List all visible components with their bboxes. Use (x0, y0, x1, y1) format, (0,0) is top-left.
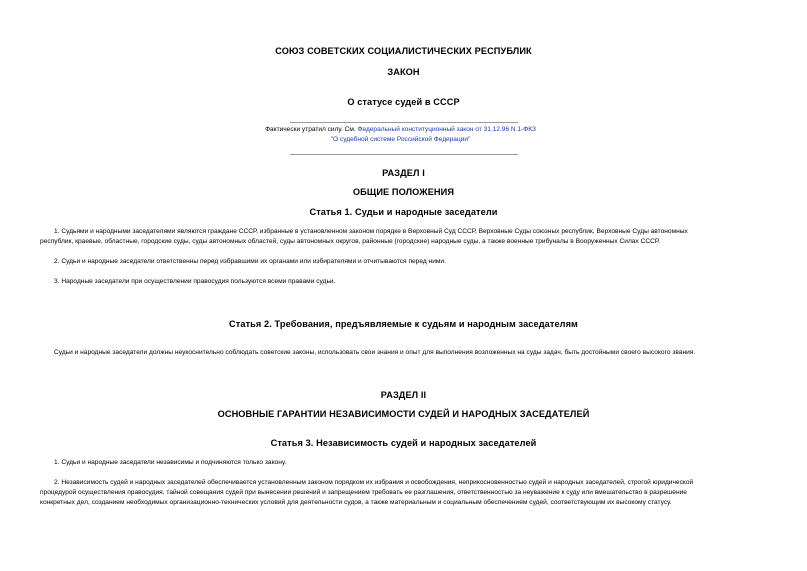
article3-p2-line2: процедурой осуществления правосудия, тайной совещания судей при вынесении решений и запрещением требовать ее разглашения, ответственностью за неуважение к суду или вмешательство в разрешение (40, 489, 687, 496)
article1-heading: Статья 1. Судьи и народные заседатели (309, 207, 498, 217)
article3-heading: Статья 3. Независимость судей и народных заседателей (270, 438, 537, 448)
article1-p1-line1: 1. Судьями и народными заседателями являются граждане СССР, избранные в установленном законом порядке в Верховный Суд СССР, Верховные Суды союзных республик, Верховные Суды автономных (54, 228, 688, 235)
law-label: ЗАКОН (387, 67, 420, 77)
article3-p2-line3: конкретных дел, созданием необходимых организационно-технических условий для деятельности судов, а также материальным и социальным обеспечением судей, соответствующим их высокому статусу. (40, 499, 672, 506)
article3-p1: 1. Судьи и народные заседатели независимы и подчиняются только закону. (54, 459, 287, 466)
section1-title: ОБЩИЕ ПОЛОЖЕНИЯ (352, 187, 455, 197)
article1-p3: 3. Народные заседатели при осуществлении правосудия пользуются всеми правами судьи. (54, 278, 336, 285)
repeal-note-line2 (0, 135, 801, 145)
article2-heading: Статья 2. Требования, предъявляемые к судьям и народным заседателям (229, 319, 578, 329)
article2-p1: Судьи и народные заседатели должны неукоснительно соблюдать советские законы, использовать свои знания и опыт для выполнения возложенных на суды задач, быть достойными своего высокого звания. (54, 349, 696, 356)
section2-label: РАЗДЕЛ II (380, 390, 427, 400)
article3-p2-line1: 2. Независимость судей и народных заседателей обеспечивается установленным законом порядком их избрания и освобождения, неприкосновенностью судей и народных заседателей, строгой юридической (54, 479, 694, 486)
section2-title: ОСНОВНЫЕ ГАРАНТИИ НЕЗАВИСИМОСТИ СУДЕЙ И НАРОДНЫХ ЗАСЕДАТЕЛЕЙ (217, 409, 590, 419)
law-title: О статусе судей в СССР (347, 97, 460, 107)
section1-label: РАЗДЕЛ I (382, 168, 425, 178)
article1-p2: 2. Судьи и народные заседатели ответственны перед избравшими их органами или избирателями и отчитываются перед ними. (54, 258, 446, 265)
repeal-law-link-title[interactable]: "О судебной системе Российской Федерации" (330, 136, 471, 143)
note-top-divider (290, 122, 518, 123)
repeal-note-prefix: Фактически утратил силу. См. (265, 126, 358, 133)
article1-p1-line2: республик, краевые, областные, городские суды, суды автономных областей, суды автономных округов, районные (городские) народные суды, а также военные трибуналы в Вооруженных Силах СССР. (40, 238, 660, 245)
repeal-law-link[interactable]: Федеральный конституционный закон от 31.12.96 N 1-ФКЗ (357, 126, 536, 133)
note-bottom-divider (290, 154, 518, 155)
repeal-note-line1 (0, 125, 801, 135)
union-title: СОЮЗ СОВЕТСКИХ СОЦИАЛИСТИЧЕСКИХ РЕСПУБЛИК (275, 46, 532, 56)
